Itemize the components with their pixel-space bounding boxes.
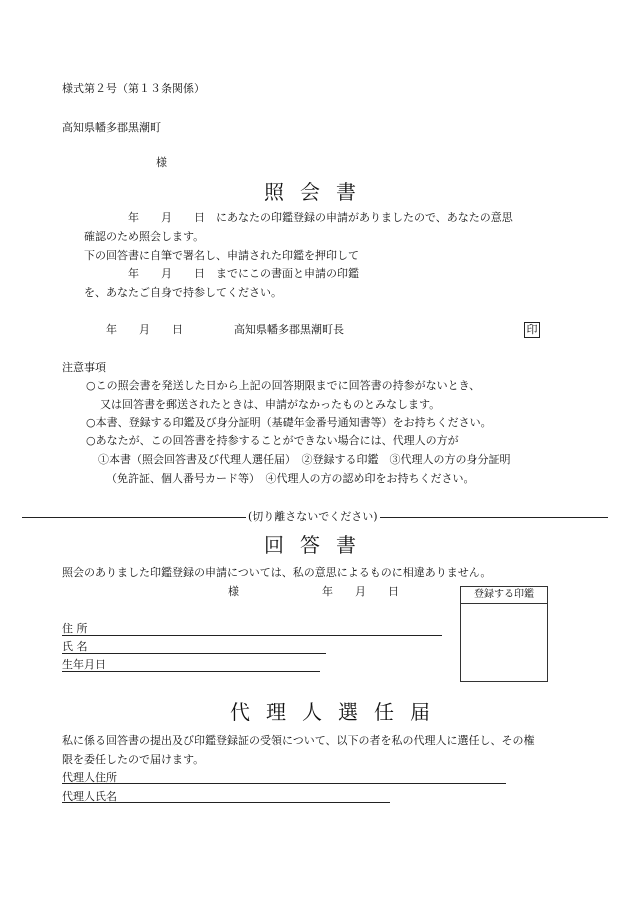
note-line-4: ○あなたが、この回答書を持参することができない場合には、代理人の方が [86,434,459,447]
birthdate-label: 生年月日 [62,658,106,671]
inquiry-date: 年 月 日 [106,323,183,336]
address-field[interactable] [62,622,442,636]
inquiry-line-4: 年 月 日 までにこの書面と申請の印鑑 [128,267,359,280]
cut-line-label: (切り離さないでください) [248,510,378,523]
registered-seal-box[interactable] [460,586,548,682]
town-name: 高知県幡多郡黒潮町 [62,121,161,134]
answer-date: 年 月 日 [322,585,399,598]
name-field[interactable] [62,640,326,654]
birthdate-field[interactable] [62,658,320,672]
note-line-5: ①本書（照会回答書及び代理人選任届） ②登録する印鑑 ③代理人の方の身分証明 [98,453,511,466]
registered-seal-label: 登録する印鑑 [461,587,547,604]
addressee-suffix: 様 [156,156,167,169]
address-label: 住 所 [62,622,88,635]
form-number: 様式第２号（第１３条関係） [62,82,205,95]
answer-statement: 照会のありました印鑑登録の申請については、私の意思によるものに相違ありません。 [62,566,492,579]
name-label: 氏 名 [62,640,88,653]
inquiry-line-3: 下の回答書に自筆で署名し、申請された印鑑を押印して [84,249,359,262]
mayor-name: 高知県幡多郡黒潮町長 [234,323,344,336]
note-line-6: （免許証、個人番号カード等） ④代理人の方の認め印をお持ちください。 [106,472,475,485]
note-line-3: ○本書、登録する印鑑及び身分証明（基礎年金番号通知書等）をお持ちください。 [86,416,492,429]
proxy-name-label: 代理人氏名 [62,790,117,803]
inquiry-title: 照会書 [264,180,372,204]
note-line-1: ○この照会書を発送した日から上記の回答期限までに回答書の持参がないとき、 [86,379,481,392]
proxy-address-label: 代理人住所 [62,771,117,784]
note-line-2: 又は回答書を郵送されたときは、申請がなかったものとみなします。 [100,398,441,411]
proxy-text-1: 私に係る回答書の提出及び印鑑登録証の受領について、以下の者を私の代理人に選任し、その権 [62,734,535,747]
answer-title: 回答書 [264,533,372,557]
answer-addressee-suffix: 様 [228,585,239,598]
official-seal-mark: 印 [524,322,540,338]
proxy-address-field[interactable] [62,770,506,784]
inquiry-line-2: 確認のため照会します。 [84,230,205,243]
proxy-text-2: 限を委任したので届けます。 [62,753,205,766]
proxy-title: 代理人選任届 [230,700,446,724]
proxy-name-field[interactable] [62,789,390,803]
inquiry-line-1: 年 月 日 にあなたの印鑑登録の申請がありましたので、あなたの意思 [128,211,513,224]
notes-heading: 注意事項 [62,361,106,374]
inquiry-line-5: を、あなたご自身で持参してください。 [84,286,282,299]
